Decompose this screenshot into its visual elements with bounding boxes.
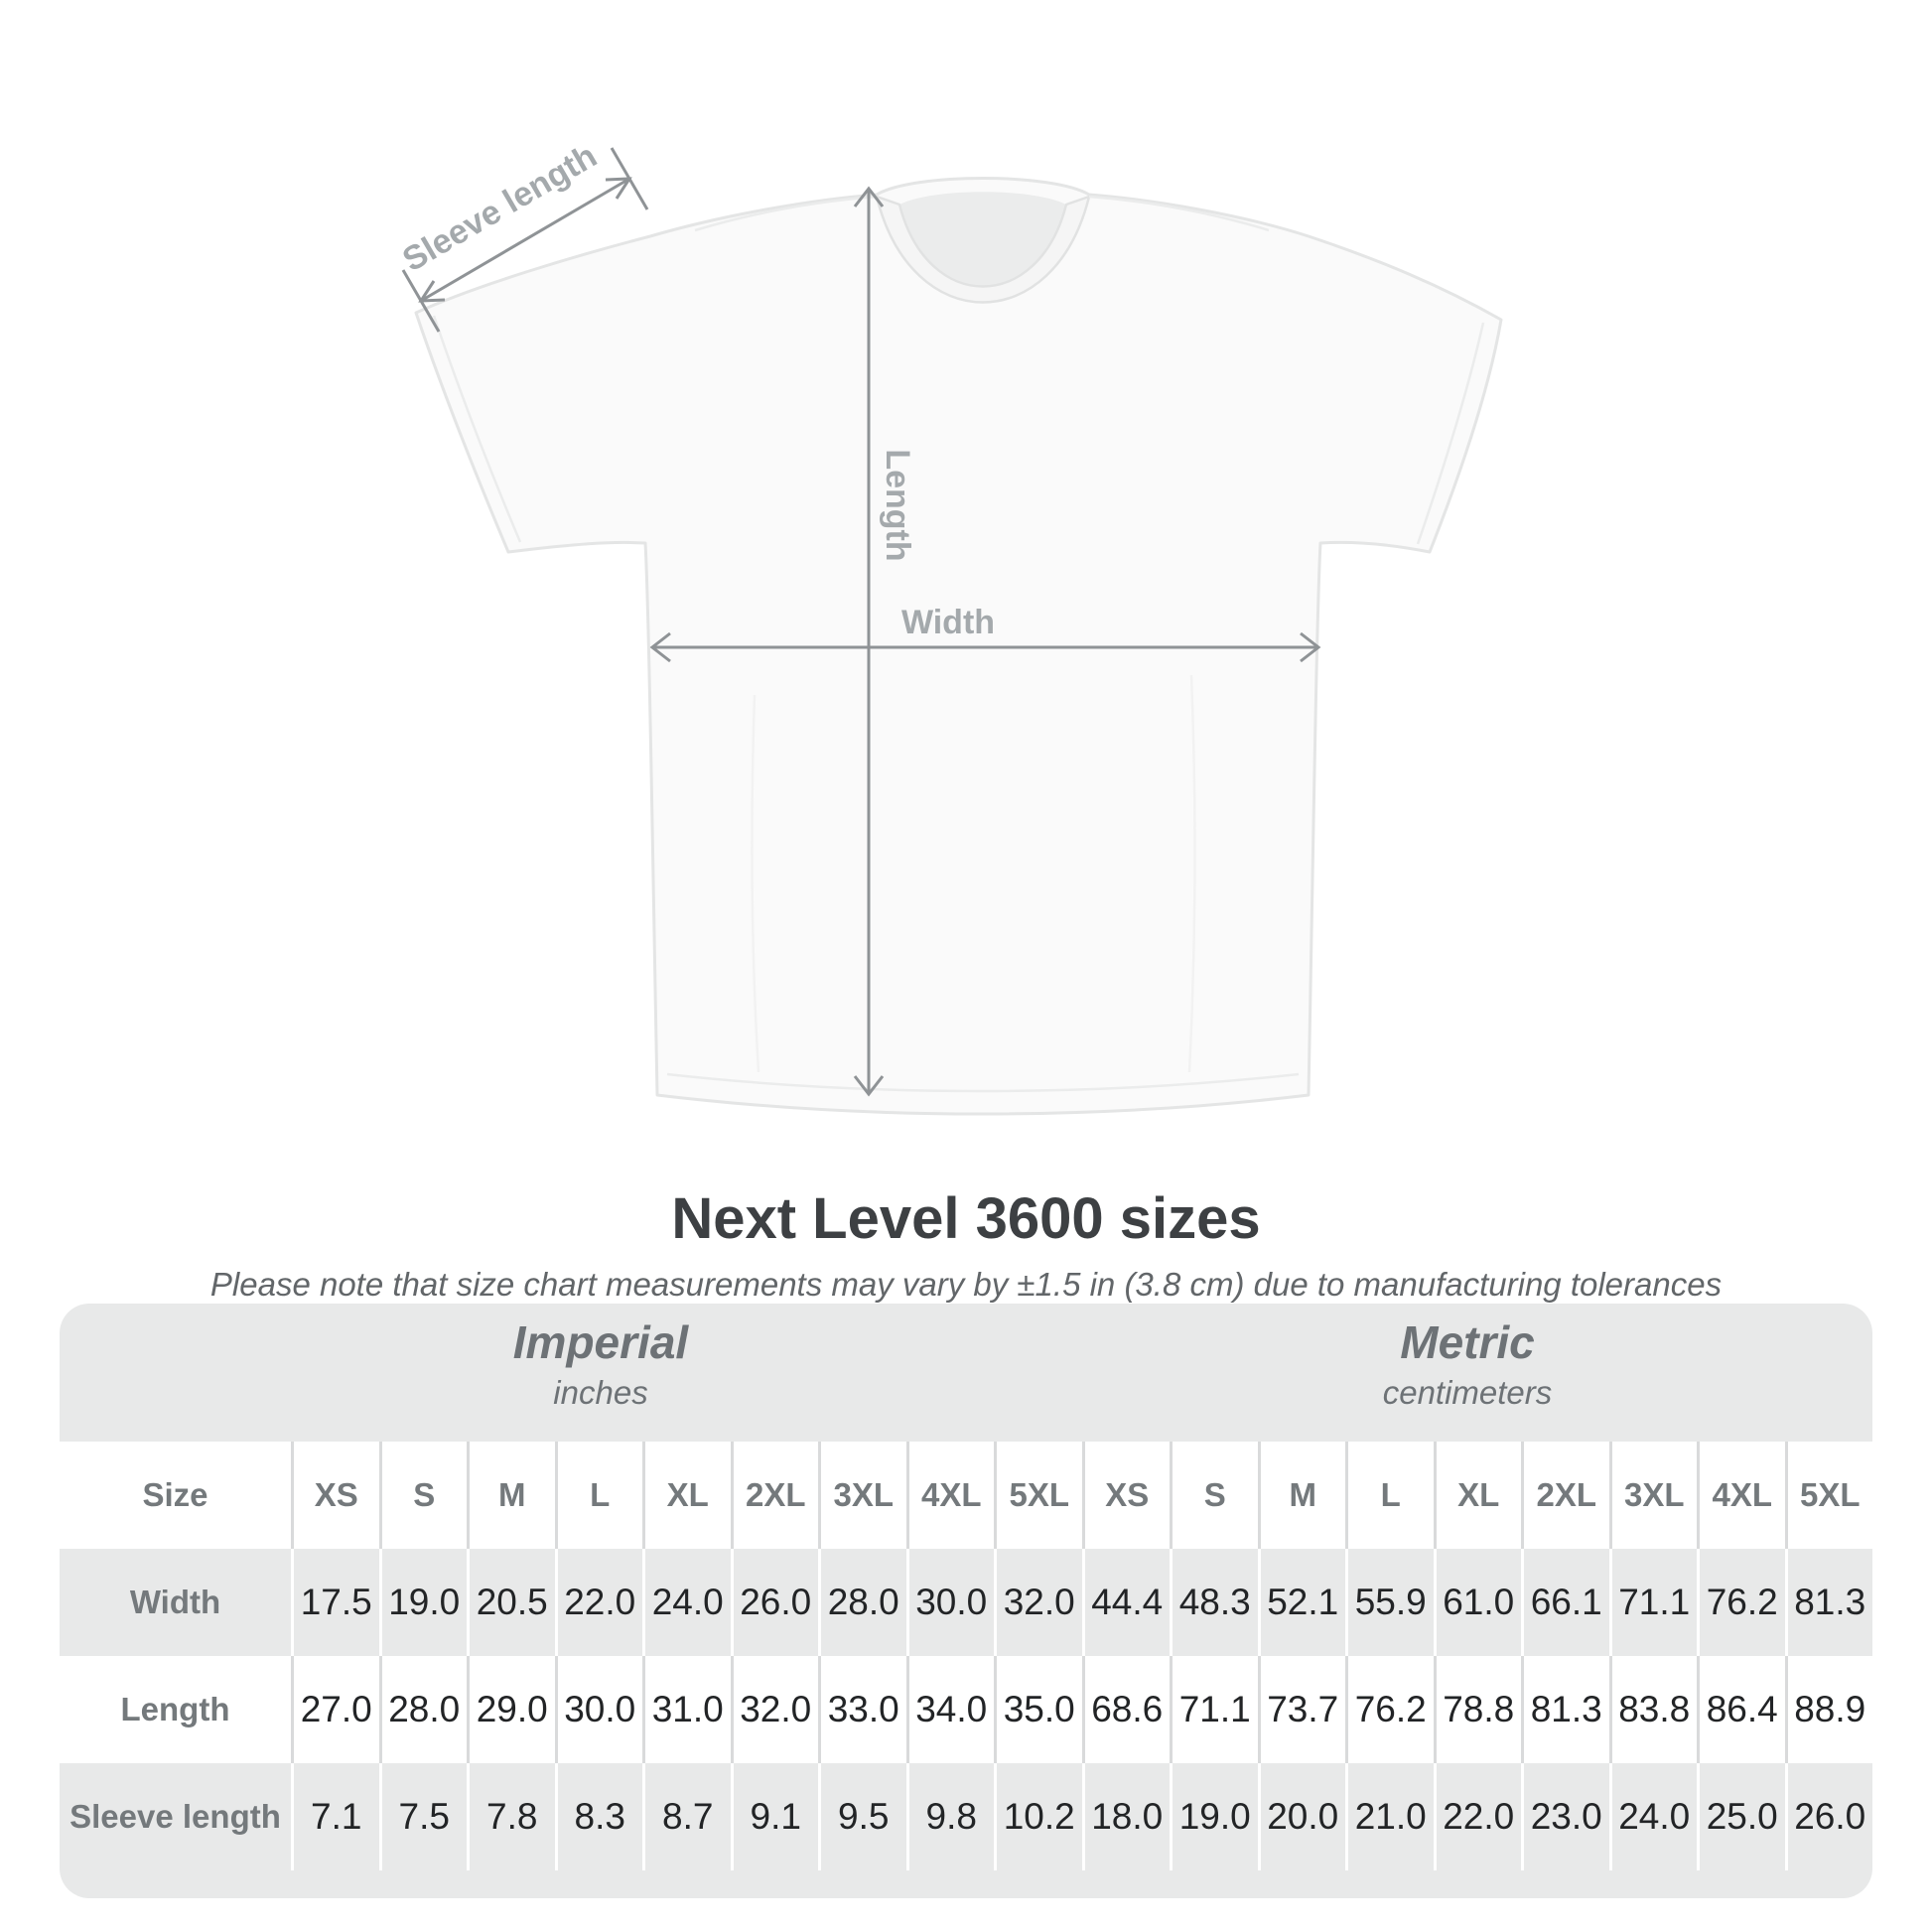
cell-value: 83.8 (1609, 1656, 1698, 1763)
sleeve-length-label: Sleeve length (396, 136, 604, 280)
imperial-header (382, 1313, 819, 1415)
cell-value: 26.0 (1785, 1763, 1873, 1870)
metric-label: Metric (1400, 1316, 1535, 1368)
cell-value: 28.0 (818, 1549, 906, 1656)
cell-value: 8.3 (555, 1763, 643, 1870)
col-header: S (1170, 1442, 1258, 1549)
cell-value: 7.1 (291, 1763, 379, 1870)
col-header: XS (291, 1442, 379, 1549)
cell-value: 20.5 (467, 1549, 555, 1656)
col-header: XL (642, 1442, 731, 1549)
col-header: M (467, 1442, 555, 1549)
col-header: M (1258, 1442, 1346, 1549)
cell-value: 44.4 (1082, 1549, 1171, 1656)
cell-value: 66.1 (1521, 1549, 1609, 1656)
col-header: 4XL (906, 1442, 995, 1549)
cell-value: 28.0 (379, 1656, 468, 1763)
size-table (60, 1442, 1872, 1870)
cell-value: 9.5 (818, 1763, 906, 1870)
cell-value: 61.0 (1434, 1549, 1522, 1656)
cell-value: 7.5 (379, 1763, 468, 1870)
col-header: L (555, 1442, 643, 1549)
col-header: 2XL (731, 1442, 819, 1549)
cell-value: 81.3 (1521, 1656, 1609, 1763)
metric-unit: centimeters (1382, 1374, 1553, 1411)
cell-value: 20.0 (1258, 1763, 1346, 1870)
cell-value: 26.0 (731, 1549, 819, 1656)
cell-value: 25.0 (1697, 1763, 1785, 1870)
cell-value: 22.0 (1434, 1763, 1522, 1870)
cell-value: 17.5 (291, 1549, 379, 1656)
cell-value: 19.0 (1170, 1763, 1258, 1870)
cell-value: 30.0 (555, 1656, 643, 1763)
tolerance-note: Please note that size chart measurements may vary by ±1.5 in (3.8 cm) due to manufacturing tolerances (209, 1266, 1723, 1303)
cell-value: 19.0 (379, 1549, 468, 1656)
cell-value: 52.1 (1258, 1549, 1346, 1656)
cell-value: 86.4 (1697, 1656, 1785, 1763)
cell-value: 73.7 (1258, 1656, 1346, 1763)
cell-value: 34.0 (906, 1656, 995, 1763)
row-label: Sleeve length (69, 1798, 281, 1835)
cell-value: 76.2 (1697, 1549, 1785, 1656)
col-header: 5XL (1785, 1442, 1873, 1549)
cell-value: 68.6 (1082, 1656, 1171, 1763)
cell-value: 78.8 (1434, 1656, 1522, 1763)
width-label: Width (900, 604, 996, 641)
col-header: XS (1082, 1442, 1171, 1549)
col-header: L (1345, 1442, 1434, 1549)
cell-value: 23.0 (1521, 1763, 1609, 1870)
imperial-label: Imperial (512, 1316, 689, 1368)
size-chart-card (60, 1304, 1872, 1898)
col-header: 3XL (818, 1442, 906, 1549)
cell-value: 88.9 (1785, 1656, 1873, 1763)
length-label: Length (879, 449, 916, 562)
cell-value: 29.0 (467, 1656, 555, 1763)
cell-value: 32.0 (731, 1656, 819, 1763)
cell-value: 22.0 (555, 1549, 643, 1656)
row-label: Length (60, 1656, 291, 1763)
page-title: Next Level 3600 sizes (671, 1186, 1261, 1251)
col-header: S (379, 1442, 468, 1549)
cell-value: 76.2 (1345, 1656, 1434, 1763)
cell-value: 24.0 (642, 1549, 731, 1656)
cell-value: 18.0 (1082, 1763, 1171, 1870)
cell-value: 32.0 (994, 1549, 1082, 1656)
cell-value: 21.0 (1345, 1763, 1434, 1870)
size-column-header: Size (60, 1442, 291, 1549)
cell-value: 55.9 (1345, 1549, 1434, 1656)
imperial-unit: inches (553, 1374, 648, 1411)
cell-value: 30.0 (906, 1549, 995, 1656)
col-header: 2XL (1521, 1442, 1609, 1549)
cell-value: 31.0 (642, 1656, 731, 1763)
cell-value: 24.0 (1609, 1763, 1698, 1870)
cell-value: 27.0 (291, 1656, 379, 1763)
col-header: 4XL (1697, 1442, 1785, 1549)
cell-value: 81.3 (1785, 1549, 1873, 1656)
cell-value: 9.1 (731, 1763, 819, 1870)
cell-value: 33.0 (818, 1656, 906, 1763)
cell-value: 7.8 (467, 1763, 555, 1870)
col-header: XL (1434, 1442, 1522, 1549)
cell-value: 71.1 (1609, 1549, 1698, 1656)
cell-value: 10.2 (994, 1763, 1082, 1870)
col-header: 5XL (994, 1442, 1082, 1549)
cell-value: 9.8 (906, 1763, 995, 1870)
cell-value: 8.7 (642, 1763, 731, 1870)
cell-value: 71.1 (1170, 1656, 1258, 1763)
row-label: Width (129, 1584, 221, 1620)
metric-header (1249, 1313, 1686, 1415)
col-header: 3XL (1609, 1442, 1698, 1549)
cell-value: 35.0 (994, 1656, 1082, 1763)
cell-value: 48.3 (1170, 1549, 1258, 1656)
